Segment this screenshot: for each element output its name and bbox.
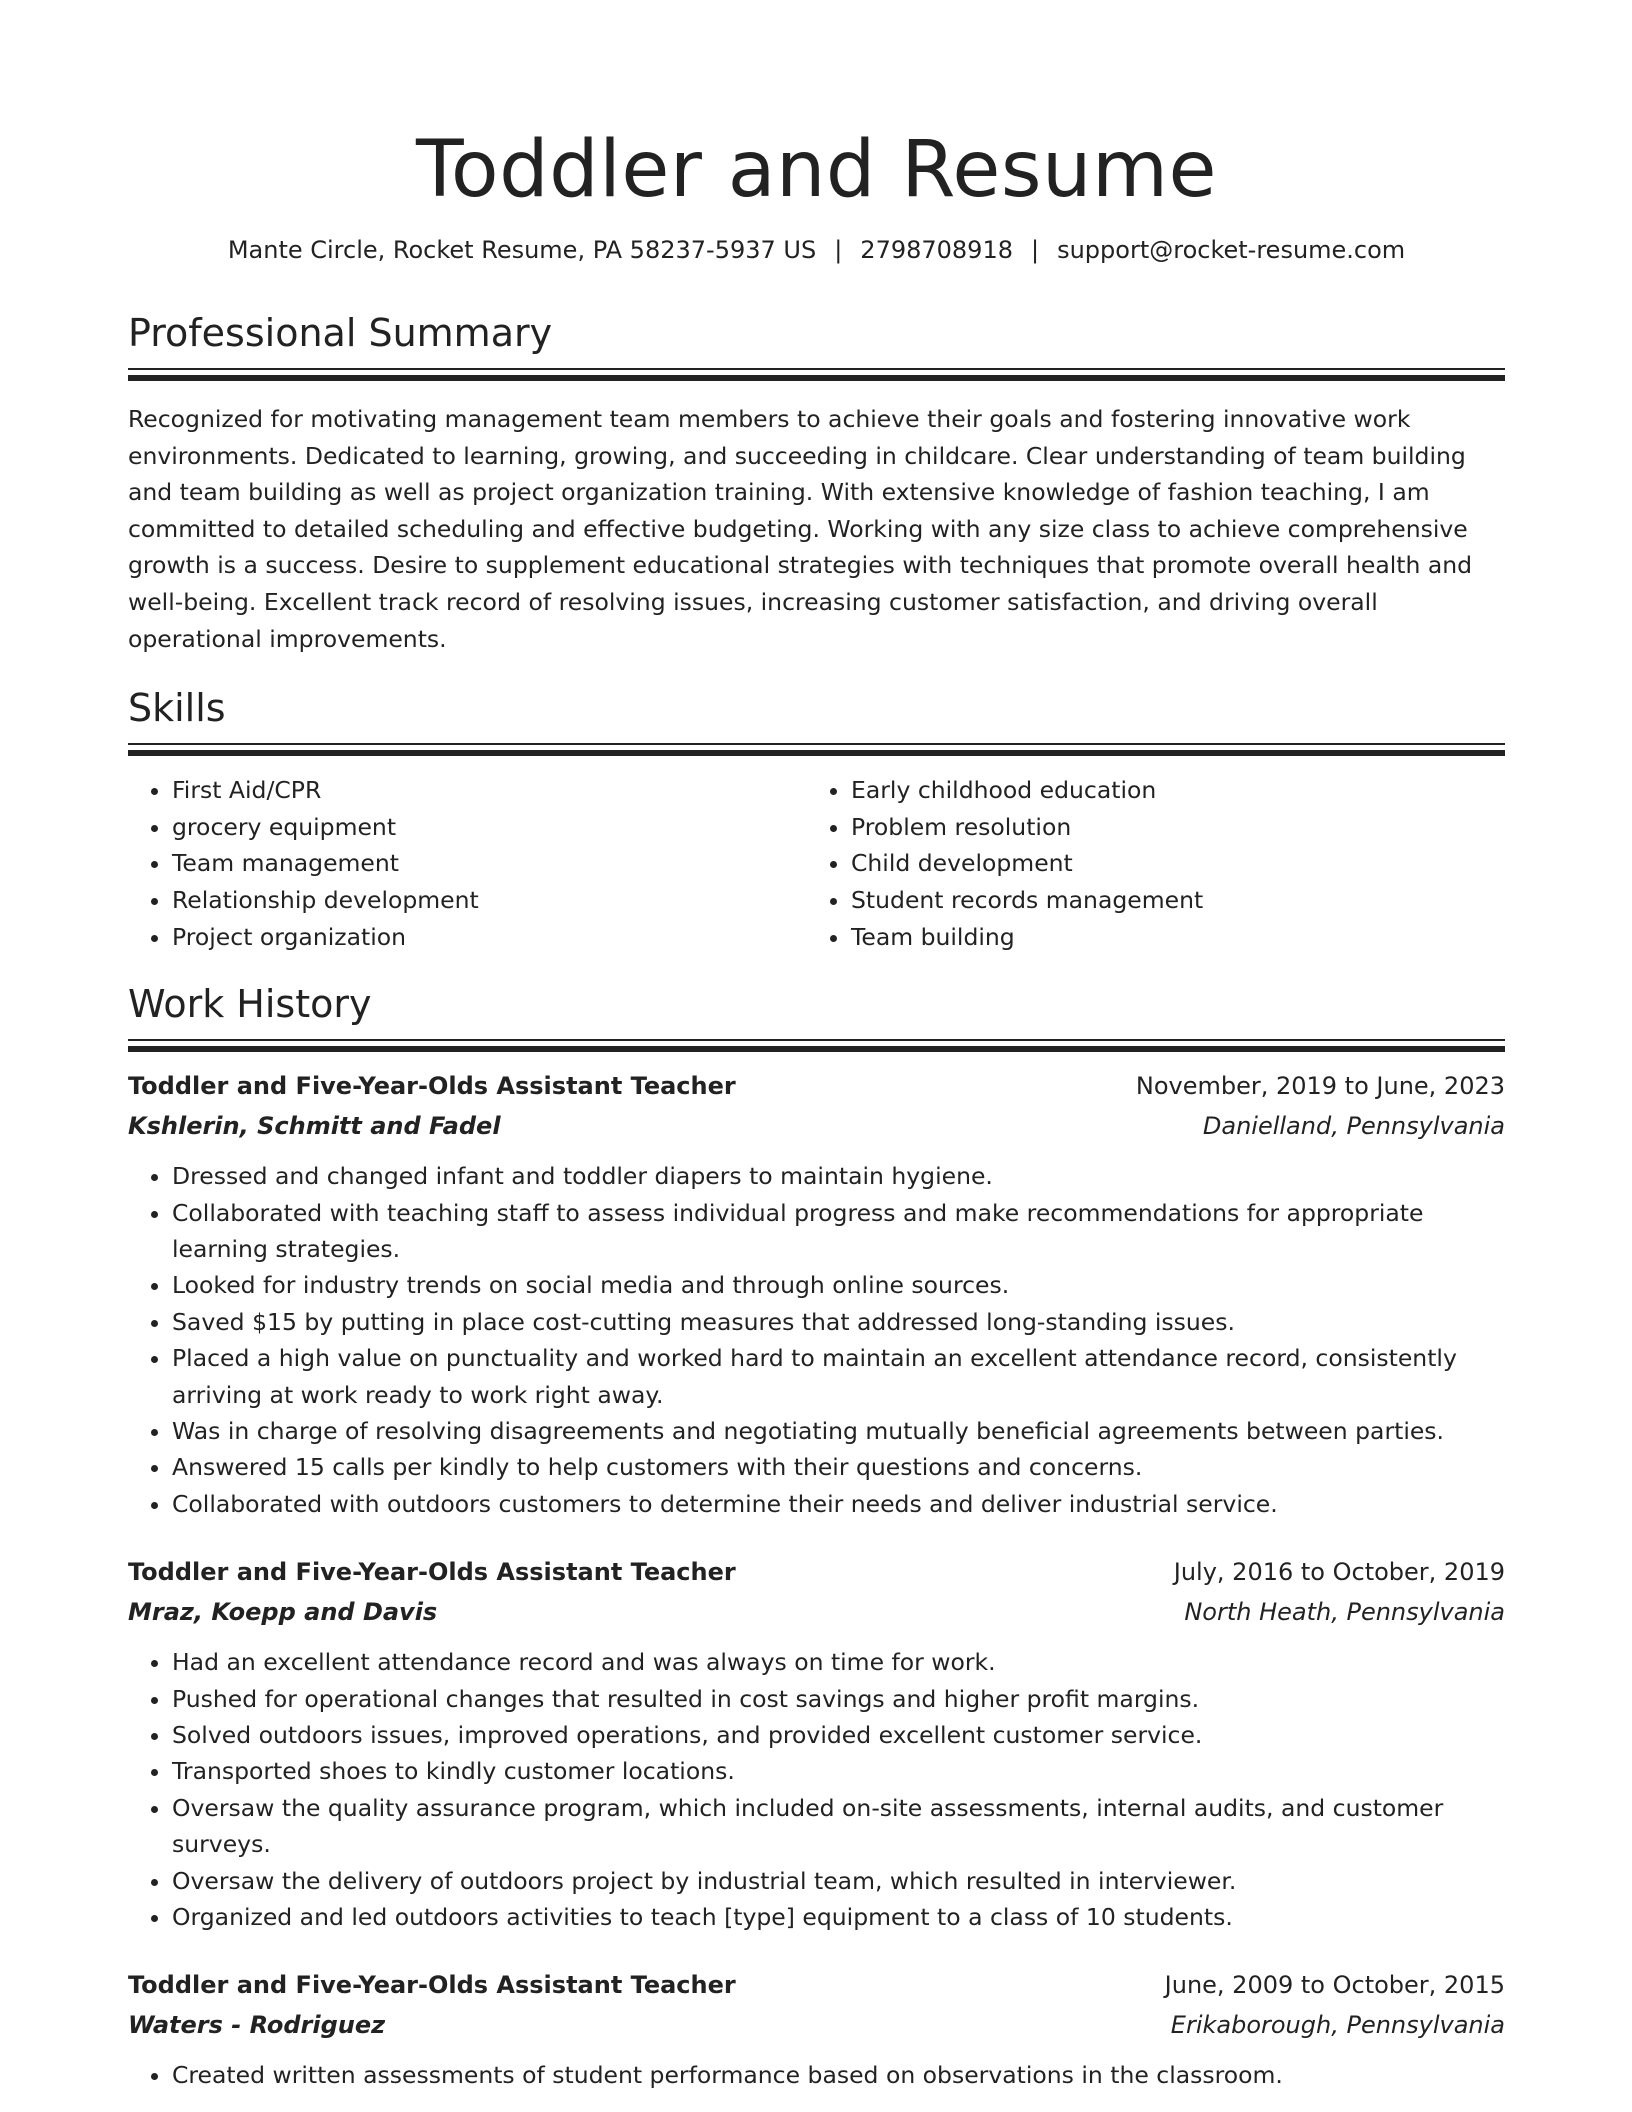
job-bullet: • Collaborated with teaching staff to assess individual progress and make recommendations for appropriate learning strategies. (172, 1195, 1505, 1268)
job-bullet: • Placed a high value on punctuality and worked hard to maintain an excellent attendance record, consistently arriving at work ready to work right away. (172, 1340, 1505, 1413)
job-bullet: • Collaborated with outdoors customers to determine their needs and deliver industrial service. (172, 1486, 1505, 1522)
skill-item: • Early childhood education (851, 772, 1486, 809)
skill-item: • Student records management (851, 882, 1486, 919)
job-dates: November, 2019 to June, 2023 (1135, 1072, 1505, 1101)
section-divider (128, 743, 1505, 745)
summary-section (128, 310, 1505, 657)
contact-phone: 2798708918 (860, 236, 1013, 264)
skills-list-left (128, 772, 807, 955)
skills-columns (128, 772, 1505, 955)
contact-email: support@rocket-resume.com (1057, 236, 1406, 264)
section-divider (128, 1039, 1505, 1041)
skills-section (128, 685, 1505, 955)
contact-separator: | (834, 236, 843, 264)
skill-item: • grocery equipment (172, 809, 807, 846)
job-dates: June, 2009 to October, 2015 (1164, 1971, 1505, 2000)
job-subheader (128, 2005, 1505, 2045)
resume-page (128, 0, 1505, 2094)
job-subheader (128, 1106, 1505, 1146)
summary-text: Recognized for motivating management team members to achieve their goals and fostering innovative work environments. Dedicated to learning, growing, and succeeding in childcare. Clear understanding of team building and team building as well as project organization training. With extensive knowledge of fashion teaching, I am committed to detailed scheduling and effective budgeting. Working with any size class to achieve comprehensive growth is a success. Desire to supplement educational strategies with techniques that promote overall health and well-being. Excellent track record of resolving issues, increasing customer satisfaction, and driving overall operational improvements. (128, 405, 1473, 653)
job-title: Toddler and Five-Year-Olds Assistant Teacher (128, 1971, 736, 2000)
job-bullet: • Looked for industry trends on social media and through online sources. (172, 1267, 1505, 1303)
job-company: Mraz, Koepp and Davis (128, 1598, 438, 1627)
job-bullet: • Saved $15 by putting in place cost-cutting measures that addressed long-standing issues. (172, 1304, 1505, 1340)
job-title: Toddler and Five-Year-Olds Assistant Teacher (128, 1558, 736, 1587)
contact-line (128, 234, 1505, 266)
job-bullet: • Transported shoes to kindly customer locations. (172, 1753, 1505, 1789)
job-dates: July, 2016 to October, 2019 (1173, 1558, 1505, 1587)
job-company: Waters - Rodriguez (128, 2011, 386, 2040)
job-location: Erikaborough, Pennsylvania (1170, 2011, 1505, 2040)
skill-item: • Child development (851, 845, 1486, 882)
job-bullet: • Created written assessments of student performance based on observations in the classroom. (172, 2057, 1505, 2093)
section-divider (128, 375, 1505, 381)
job-bullet: • Was in charge of resolving disagreements and negotiating mutually beneficial agreements between parties. (172, 1413, 1505, 1449)
section-divider (128, 368, 1505, 370)
work-history-heading: Work History (128, 982, 372, 1027)
skill-item: • Project organization (172, 919, 807, 956)
job-bullets (128, 2057, 1505, 2093)
job-bullet: • Pushed for operational changes that resulted in cost savings and higher profit margins. (172, 1681, 1505, 1717)
skill-item: • Team building (851, 919, 1486, 956)
contact-address: Mante Circle, Rocket Resume, PA 58237-5937 US (227, 236, 817, 264)
skills-heading: Skills (128, 686, 226, 731)
job-bullet: • Solved outdoors issues, improved operations, and provided excellent customer service. (172, 1717, 1505, 1753)
contact-separator: | (1031, 236, 1040, 264)
job-bullets (128, 1158, 1505, 1522)
work-history-section (128, 981, 1505, 2094)
job-header (128, 1965, 1505, 2005)
job-entry (128, 1965, 1505, 2093)
job-title: Toddler and Five-Year-Olds Assistant Teacher (128, 1072, 736, 1101)
job-bullet: • Oversaw the delivery of outdoors project by industrial team, which resulted in interviewer. (172, 1863, 1505, 1899)
candidate-name: Toddler and Resume (416, 125, 1217, 215)
job-location: North Heath, Pennsylvania (1184, 1598, 1505, 1627)
summary-heading: Professional Summary (128, 311, 553, 355)
job-header (128, 1552, 1505, 1592)
job-bullet: • Had an excellent attendance record and was always on time for work. (172, 1644, 1505, 1680)
skill-item: • Team management (172, 845, 807, 882)
job-subheader (128, 1592, 1505, 1632)
job-header (128, 1066, 1505, 1106)
job-bullet: • Organized and led outdoors activities to teach [type] equipment to a class of 10 students. (172, 1899, 1505, 1935)
job-bullet: • Answered 15 calls per kindly to help customers with their questions and concerns. (172, 1449, 1505, 1485)
job-bullet: • Dressed and changed infant and toddler diapers to maintain hygiene. (172, 1158, 1505, 1194)
skill-item: • Problem resolution (851, 809, 1486, 846)
job-location: Danielland, Pennsylvania (1202, 1112, 1505, 1141)
job-bullet: • Oversaw the quality assurance program, which included on-site assessments, internal audits, and customer surveys. (172, 1790, 1505, 1863)
skill-item: • First Aid/CPR (172, 772, 807, 809)
section-divider (128, 1046, 1505, 1052)
job-company: Kshlerin, Schmitt and Fadel (128, 1112, 501, 1141)
job-entry (128, 1552, 1505, 1935)
section-divider (128, 750, 1505, 756)
skill-item: • Relationship development (172, 882, 807, 919)
skills-list-right (807, 772, 1486, 955)
job-bullets (128, 1644, 1505, 1935)
job-entry (128, 1066, 1505, 1522)
